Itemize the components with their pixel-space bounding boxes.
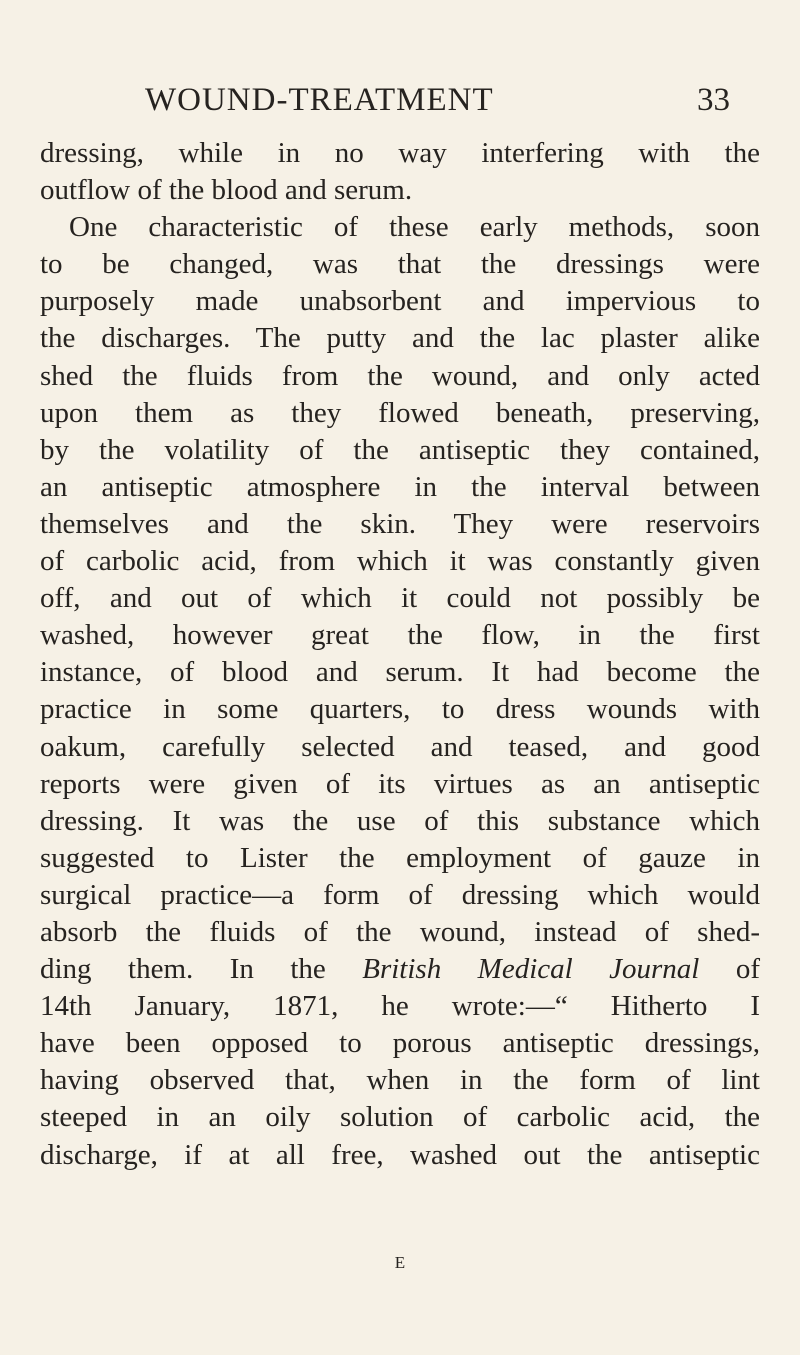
text-line: surgical practice—a form of dressing which would [40, 878, 760, 911]
text-line: off, and out of which it could not possibly be [40, 582, 760, 615]
text-line: by the volatility of the antiseptic they contained, [40, 433, 760, 466]
text-line: to be changed, was that the dressings were [40, 248, 760, 281]
text-line: 14th January, 1871, he wrote:—“ Hitherto I [40, 990, 760, 1023]
journal-line-after: of [699, 953, 760, 986]
text-line: oakum, carefully selected and teased, and good [40, 730, 760, 763]
signature-mark: E [394, 1253, 406, 1272]
text-line: of carbolic acid, from which it was constantly given [40, 545, 760, 578]
text-line: upon them as they flowed beneath, preserving, [40, 396, 760, 429]
paragraph-start-line: One characteristic of these early methods, soon [69, 211, 760, 244]
text-line: an antiseptic atmosphere in the interval between [40, 470, 760, 503]
page-number: 33 [697, 82, 730, 118]
text-line: reports were given of its virtues as an antiseptic [40, 767, 760, 800]
text-line: absorb the fluids of the wound, instead of shed- [40, 915, 760, 948]
text-line: dressing. It was the use of this substance which [40, 804, 760, 837]
text-line: have been opposed to porous antiseptic dressings, [40, 1027, 760, 1060]
text-line: shed the fluids from the wound, and only acted [40, 359, 760, 392]
running-title: WOUND-TREATMENT [145, 82, 494, 118]
text-line: themselves and the skin. They were reservoirs [40, 507, 760, 540]
text-line: dressing, while in no way interfering with the [40, 137, 760, 169]
text-line: practice in some quarters, to dress wounds with [40, 693, 760, 726]
text-line: steeped in an oily solution of carbolic acid, the [40, 1101, 760, 1134]
text-line: purposely made unabsorbent and impervious to [40, 285, 760, 318]
journal-title: British Medical Journal [362, 953, 700, 986]
text-line: instance, of blood and serum. It had become the [40, 656, 760, 689]
text-line: having observed that, when in the form of lint [40, 1064, 760, 1097]
body-text [40, 135, 760, 1174]
text-line: washed, however great the flow, in the first [40, 619, 760, 652]
text-line: discharge, if at all free, washed out the antiseptic [40, 1138, 760, 1171]
journal-line-before: ding them. In the [40, 953, 363, 986]
text-line: outflow of the blood and serum. [40, 174, 413, 207]
text-line: suggested to Lister the employment of gauze in [40, 841, 760, 874]
text-line: the discharges. The putty and the lac plaster alike [40, 322, 760, 355]
running-head [145, 78, 730, 122]
text-line-journal [40, 951, 760, 988]
